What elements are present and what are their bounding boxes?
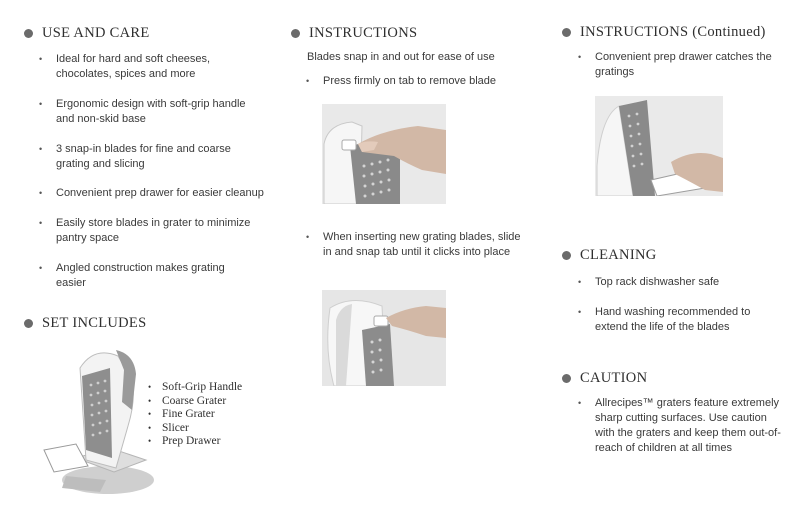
use-care-item-6: • Angled construction makes grating easier [39, 261, 256, 291]
remove-blade-drawing [322, 104, 446, 204]
use-care-item-4: • Convenient prep drawer for easier cleanup [39, 186, 296, 201]
remove-blade-photo [322, 104, 446, 204]
insert-blade-photo [322, 290, 446, 386]
use-care-item-2: • Ergonomic design with soft-grip handle and non-skid base [39, 97, 266, 127]
instructions-continued-title: INSTRUCTIONS (Continued) [580, 24, 766, 40]
use-care-item-3: • 3 snap-in blades for fine and coarse grating and slicing [39, 142, 251, 172]
caution-item: • Allrecipes™ graters feature extremely sharp cutting surfaces. Use caution with the graters and keep them out-of-reach of children at all times [578, 396, 785, 456]
use-and-care-heading [24, 25, 150, 42]
caution-heading [562, 370, 647, 387]
instructions-continued-heading [562, 24, 766, 41]
instructions-step-1: • Press firmly on tab to remove blade [306, 74, 543, 89]
filled-circle-icon [24, 319, 33, 328]
use-care-item-5: • Easily store blades in grater to minimize pantry space [39, 216, 278, 246]
filled-circle-icon [562, 374, 571, 383]
instructions-title: INSTRUCTIONS [309, 25, 418, 41]
set-item-fine-grater: • Fine Grater [148, 408, 242, 422]
cleaning-item-2: • Hand washing recommended to extend the life of the blades [578, 305, 785, 335]
grater-set-drawing [36, 340, 156, 500]
set-includes-title: SET INCLUDES [42, 315, 147, 331]
set-includes-heading [24, 315, 146, 332]
set-item-coarse-grater: • Coarse Grater [148, 395, 242, 409]
filled-circle-icon [562, 251, 571, 260]
filled-circle-icon [562, 28, 571, 37]
filled-circle-icon [24, 29, 33, 38]
instructions-heading [291, 25, 417, 42]
use-and-care-title: USE AND CARE [42, 25, 150, 41]
set-item-prep-drawer: • Prep Drawer [148, 435, 242, 449]
set-includes-list [148, 381, 242, 449]
set-item-handle: • Soft-Grip Handle [148, 381, 242, 395]
insert-blade-drawing [322, 290, 446, 386]
filled-circle-icon [291, 29, 300, 38]
prep-drawer-photo [595, 96, 723, 196]
instructions-step-2: • When inserting new grating blades, slide in and snap tab until it clicks into place [306, 230, 523, 260]
cleaning-title: CLEANING [580, 247, 657, 263]
instructions-intro: Blades snap in and out for ease of use [307, 51, 495, 63]
cleaning-item-1: • Top rack dishwasher safe [578, 275, 795, 290]
use-care-item-1: • Ideal for hard and soft cheeses, chocolates, spices and more [39, 52, 246, 82]
set-item-slicer: • Slicer [148, 422, 242, 436]
caution-title: CAUTION [580, 370, 648, 386]
grater-set-image [36, 340, 156, 500]
cleaning-heading [562, 247, 657, 264]
instructions-continued-item: • Convenient prep drawer catches the gratings [578, 50, 785, 80]
prep-drawer-drawing [595, 96, 723, 196]
